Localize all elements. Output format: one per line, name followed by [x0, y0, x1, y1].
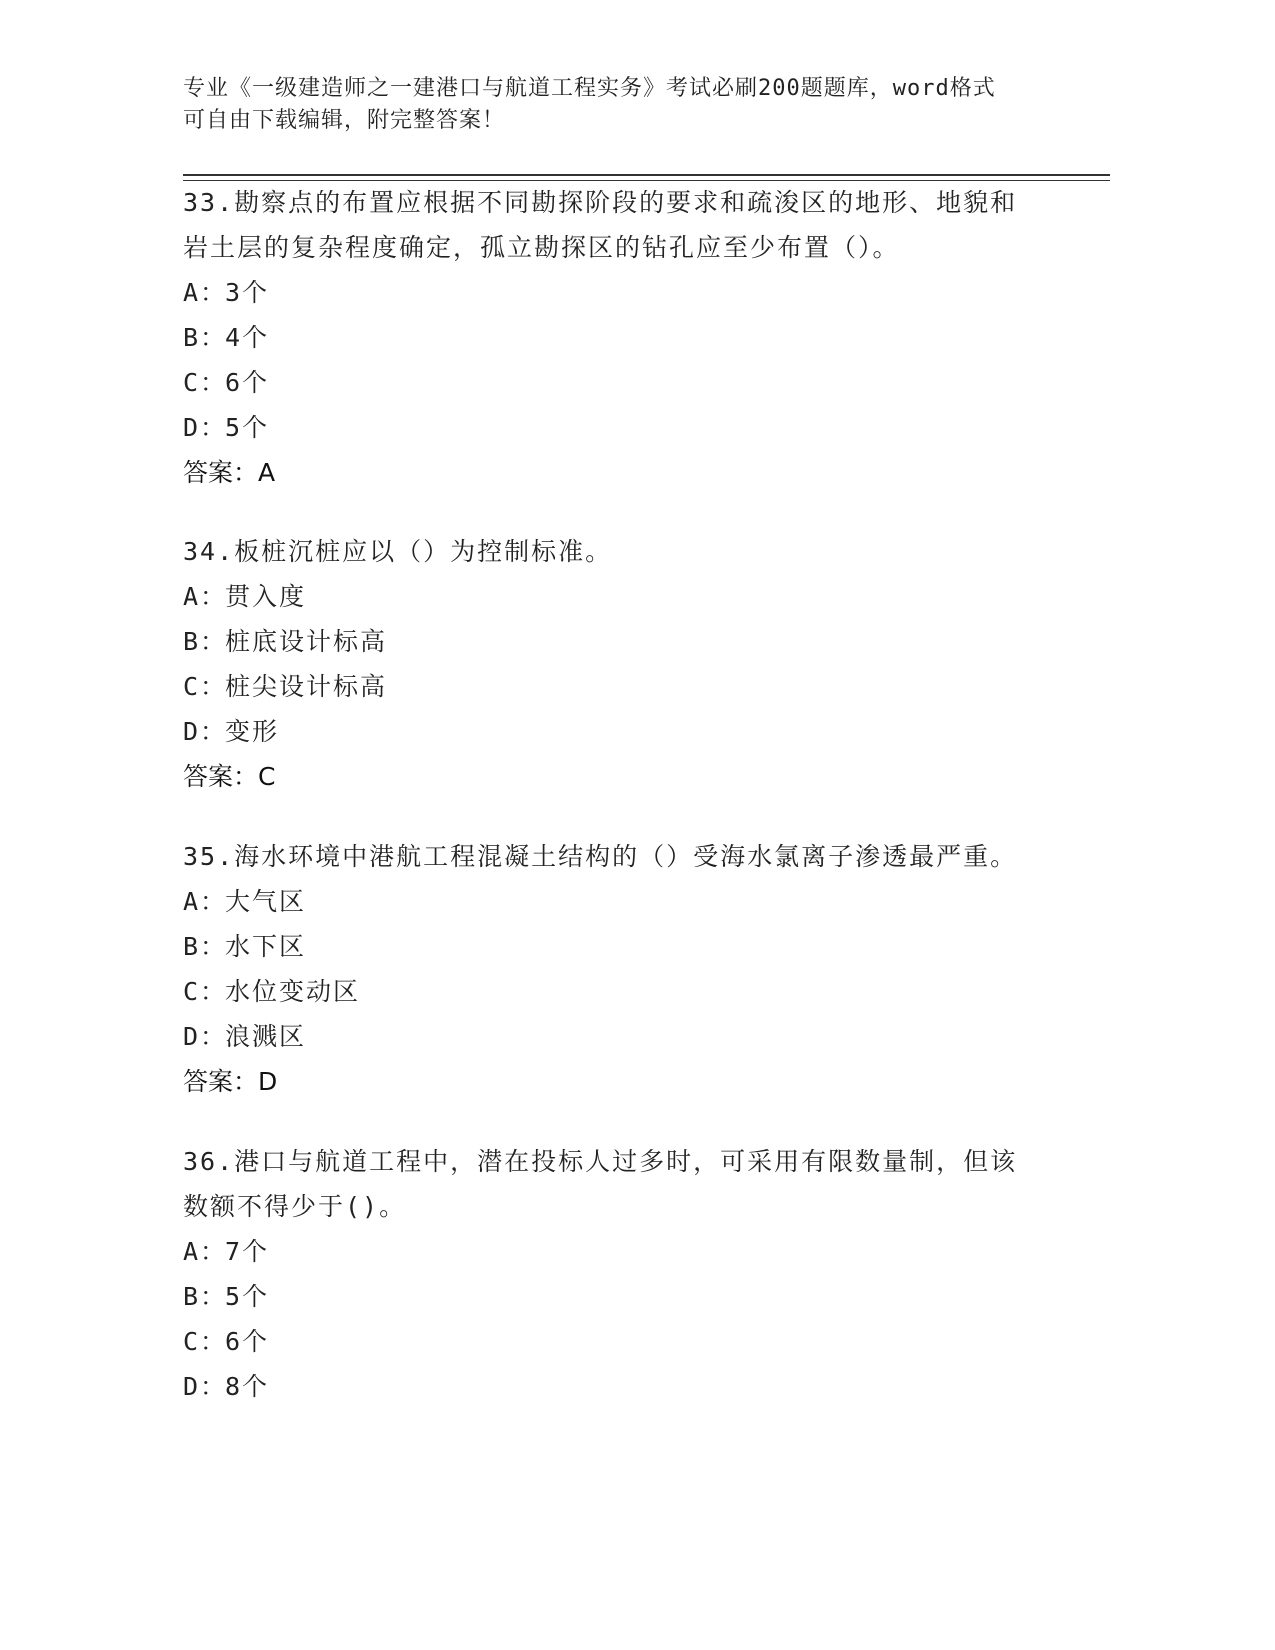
option-a — [183, 879, 1083, 924]
option-text: 5个 — [225, 1282, 270, 1311]
option-letter: A： — [183, 278, 228, 307]
option-letter: D： — [183, 1372, 228, 1401]
option-letter: A： — [183, 1237, 228, 1266]
question-stem-line: 岩土层的复杂程度确定，孤立勘探区的钻孔应至少布置（）。 — [183, 233, 900, 262]
option-letter: C： — [183, 672, 228, 701]
option-text: 浪溅区 — [225, 1022, 307, 1051]
option-text: 水位变动区 — [225, 977, 361, 1006]
option-a — [183, 1229, 1083, 1274]
header-divider-thick — [183, 174, 1110, 176]
header-line-1: 专业《一级建造师之一建港口与航道工程实务》考试必刷200题题库，word格式 — [183, 76, 996, 101]
option-b — [183, 924, 1083, 969]
option-letter: B： — [183, 932, 228, 961]
option-text: 5个 — [225, 413, 270, 442]
option-c — [183, 360, 1083, 405]
option-text: 贯入度 — [225, 582, 307, 611]
option-a — [183, 574, 1083, 619]
option-text: 变形 — [225, 717, 280, 746]
option-letter: A： — [183, 582, 228, 611]
question-35 — [183, 834, 1083, 1104]
question-36 — [183, 1139, 1083, 1409]
question-stem-line: 34.板桩沉桩应以（）为控制标准。 — [183, 537, 613, 566]
question-33 — [183, 180, 1083, 495]
option-text: 水下区 — [225, 932, 307, 961]
option-text: 大气区 — [225, 887, 307, 916]
option-b — [183, 1274, 1083, 1319]
option-d — [183, 405, 1083, 450]
question-stem-line: 33.勘察点的布置应根据不同勘探阶段的要求和疏浚区的地形、地貌和 — [183, 188, 1018, 217]
option-text: 6个 — [225, 368, 270, 397]
option-text: 桩底设计标高 — [225, 627, 388, 656]
option-letter: D： — [183, 413, 228, 442]
option-d — [183, 1014, 1083, 1059]
question-stem-line: 36.港口与航道工程中，潜在投标人过多时，可采用有限数量制，但该 — [183, 1147, 1018, 1176]
option-a — [183, 270, 1083, 315]
answer: 答案：D — [183, 1067, 278, 1096]
option-d — [183, 1364, 1083, 1409]
option-letter: D： — [183, 1022, 228, 1051]
option-letter: A： — [183, 887, 228, 916]
option-text: 7个 — [225, 1237, 270, 1266]
header-line-2: 可自由下载编辑，附完整答案！ — [183, 108, 506, 133]
option-text: 3个 — [225, 278, 270, 307]
option-text: 6个 — [225, 1327, 270, 1356]
option-letter: B： — [183, 1282, 228, 1311]
answer: 答案：A — [183, 458, 276, 487]
option-text: 4个 — [225, 323, 270, 352]
option-letter: C： — [183, 368, 228, 397]
question-stem-line: 数额不得少于()。 — [183, 1192, 407, 1221]
answer: 答案：C — [183, 762, 276, 791]
option-letter: D： — [183, 717, 228, 746]
option-c — [183, 969, 1083, 1014]
option-c — [183, 1319, 1083, 1364]
option-d — [183, 709, 1083, 754]
question-34 — [183, 529, 1083, 799]
option-letter: B： — [183, 627, 228, 656]
option-b — [183, 619, 1083, 664]
option-text: 桩尖设计标高 — [225, 672, 388, 701]
question-stem-line: 35.海水环境中港航工程混凝土结构的（）受海水氯离子渗透最严重。 — [183, 842, 1018, 871]
option-b — [183, 315, 1083, 360]
option-letter: C： — [183, 1327, 228, 1356]
option-letter: C： — [183, 977, 228, 1006]
option-c — [183, 664, 1083, 709]
option-text: 8个 — [225, 1372, 270, 1401]
option-letter: B： — [183, 323, 228, 352]
document-header — [183, 73, 1063, 137]
